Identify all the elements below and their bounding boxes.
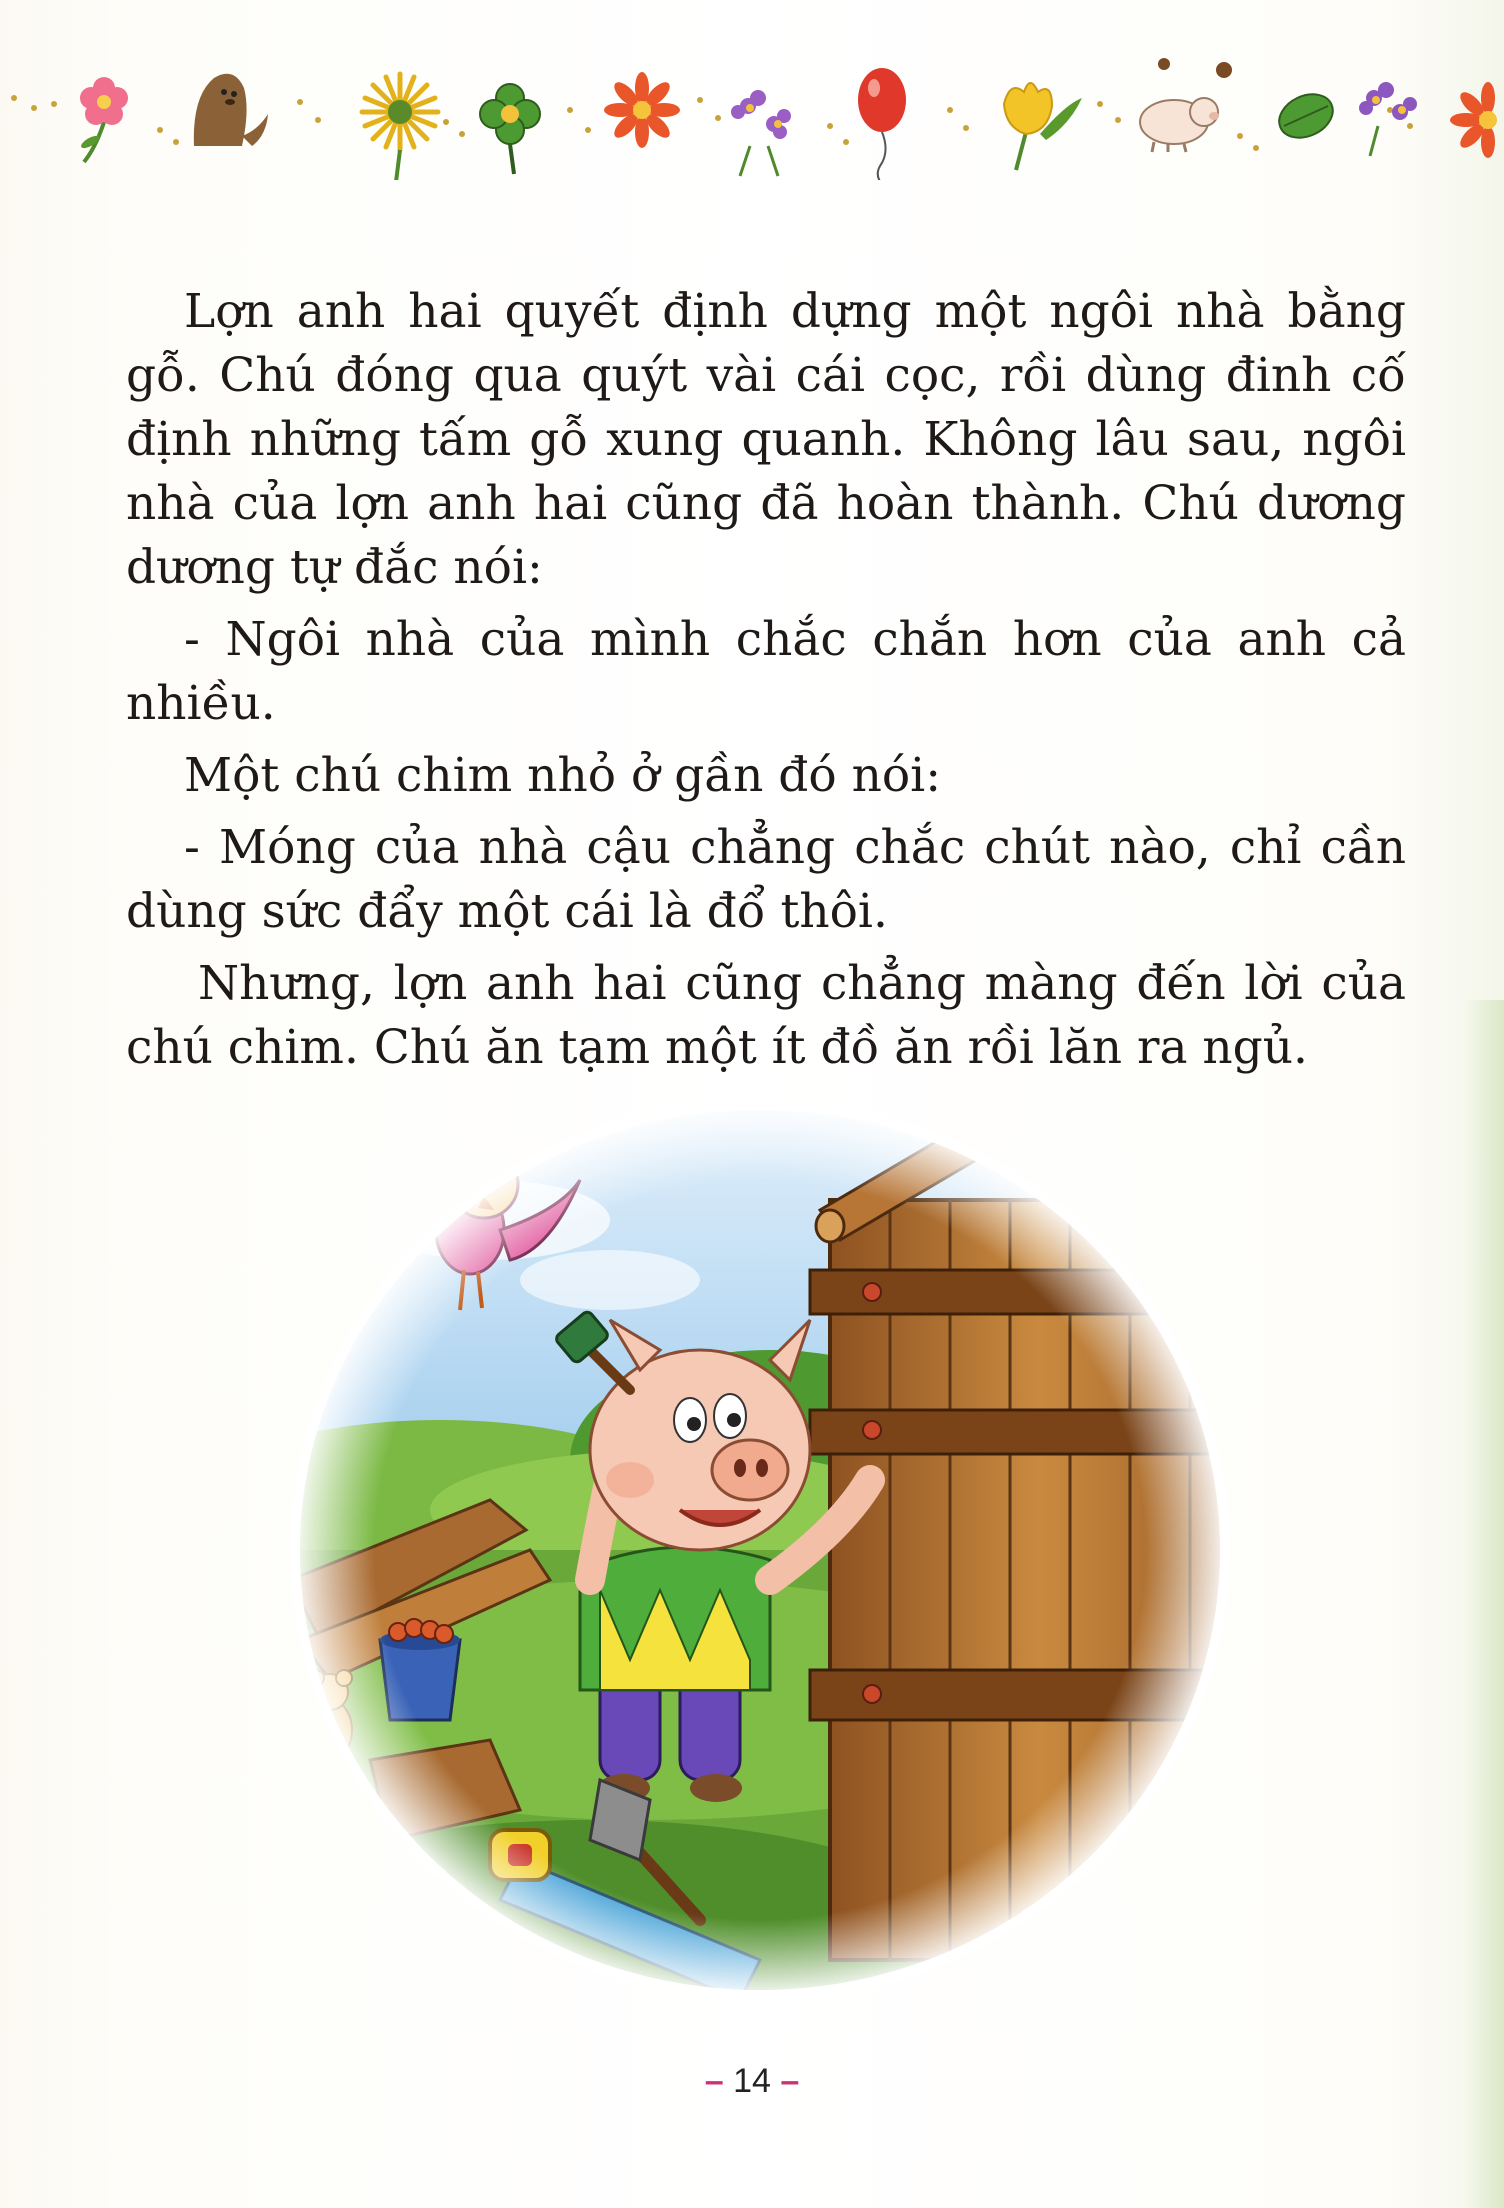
seal-icon — [194, 74, 268, 146]
page-number — [0, 2062, 1504, 2101]
pig-building-house-illustration — [290, 1080, 1230, 2000]
orange-flower-icon — [604, 72, 680, 148]
page-number-value: 14 — [733, 2062, 771, 2100]
story-text — [126, 280, 1406, 1088]
story-paragraph: Lợn anh hai quyết định dựng một ngôi nhà bằng gỗ. Chú đóng qua quýt vài cái cọc, rồi dùng đinh cố định những tấm gỗ xung quanh. Không lâu sau, ngôi nhà của lợn anh hai cũng đã hoàn thành. Chú dương dương tự đắc nói: — [126, 284, 1406, 595]
page-edge-shade — [1464, 1000, 1504, 2208]
orange-flower-icon — [1450, 82, 1497, 158]
purple-flowers-icon — [731, 90, 791, 176]
story-paragraph: Một chú chim nhỏ ở gần đó nói: — [184, 748, 942, 803]
story-paragraph: - Ngôi nhà của mình chắc chắn hơn của anh cả nhiều. — [126, 612, 1406, 731]
page-number-dash: – — [780, 2062, 800, 2100]
story-paragraph: Nhưng, lợn anh hai cũng chẳng màng đến lời của chú chim. Chú ăn tạm một ít đồ ăn rồi lăn ra ngủ. — [126, 956, 1406, 1075]
purple-flowers-icon — [1359, 82, 1417, 156]
story-paragraph: - Móng của nhà cậu chẳng chắc chút nào, chỉ cần dùng sức đẩy một cái là đổ thôi. — [126, 820, 1406, 939]
sunflower-icon — [362, 74, 438, 180]
leaf-icon — [1272, 86, 1340, 146]
pink-flower-icon — [79, 77, 128, 162]
red-balloon-icon — [858, 68, 906, 180]
green-flower-icon — [480, 84, 540, 174]
page-number-dash: – — [704, 2062, 724, 2100]
piglet-icon — [1140, 58, 1232, 152]
flower-border — [0, 30, 1504, 180]
yellow-tulip-icon — [1004, 83, 1082, 170]
